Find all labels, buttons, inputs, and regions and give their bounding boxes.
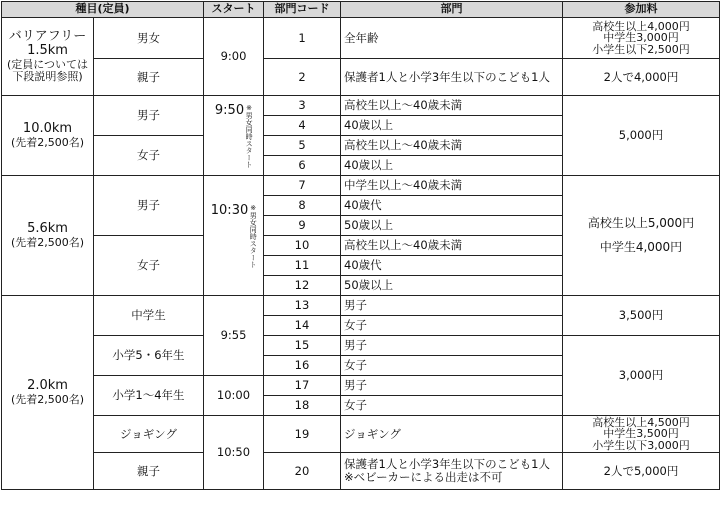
start-cell [204, 176, 264, 296]
course-distance: 10.0km [22, 121, 73, 137]
category-cell: 小学1〜4年生 [94, 376, 204, 416]
division-cell: 40歳以上 [341, 156, 563, 176]
start-time: 10:00 [204, 376, 264, 416]
start-time: 9:50 [214, 102, 245, 118]
division-cell: 男子 [341, 336, 563, 356]
division-cell: 40歳以上 [341, 116, 563, 136]
header-fee: 参加料 [563, 2, 720, 18]
division-cell: ジョギング [341, 416, 563, 453]
course-capacity: (先着2,500名) [10, 235, 85, 249]
fee-line: 中学生3,000円 [603, 31, 679, 45]
fee-cell: 5,000円 [563, 96, 720, 176]
fee-line: 小学生以下2,500円 [592, 42, 690, 56]
category-cell: 親子 [94, 453, 204, 490]
division-cell: 女子 [341, 316, 563, 336]
course-barrier-free [2, 18, 94, 96]
table-row [2, 176, 720, 196]
fee-line: 中学生3,500円 [603, 427, 679, 441]
table-row [2, 296, 720, 316]
fee-line: 小学生以下3,000円 [592, 438, 690, 452]
code-cell: 9 [264, 216, 341, 236]
course-distance: 5.6km [27, 221, 68, 237]
table-row [2, 453, 720, 490]
code-cell: 4 [264, 116, 341, 136]
category-cell: 親子 [94, 59, 204, 96]
code-cell: 20 [264, 453, 341, 490]
category-cell: 男子 [94, 96, 204, 136]
course-2km [2, 296, 94, 490]
code-cell: 16 [264, 356, 341, 376]
division-cell: 50歳以上 [341, 276, 563, 296]
simultaneous-note: ※男女同時スタート [249, 203, 258, 268]
course-distance: 1.5km [27, 43, 68, 59]
code-cell: 10 [264, 236, 341, 256]
table-row [2, 416, 720, 453]
code-cell: 3 [264, 96, 341, 116]
start-time: 9:00 [204, 18, 264, 96]
start-time: 10:50 [204, 416, 264, 490]
header-start: スタート [204, 2, 264, 18]
course-10km [2, 96, 94, 176]
code-cell: 17 [264, 376, 341, 396]
code-cell: 11 [264, 256, 341, 276]
code-cell: 5 [264, 136, 341, 156]
header-code: 部門コード [264, 2, 341, 18]
course-distance: 2.0km [27, 378, 68, 394]
fee-cell: 3,500円 [563, 296, 720, 336]
category-cell: 女子 [94, 136, 204, 176]
simultaneous-note: ※男女同時スタート [245, 103, 254, 168]
fee-line: 高校生以上4,500円 [592, 415, 690, 429]
division-cell: 中学生以上〜40歳未満 [341, 176, 563, 196]
division-line: 保護者1人と小学3年生以下のこども1人 [344, 457, 550, 472]
division-cell: 40歳代 [341, 256, 563, 276]
course-capacity: (先着2,500名) [10, 392, 85, 406]
table-row [2, 18, 720, 59]
fee-cell [563, 176, 720, 296]
start-cell [204, 96, 264, 176]
division-cell: 女子 [341, 396, 563, 416]
table-row [2, 96, 720, 116]
code-cell: 8 [264, 196, 341, 216]
fee-cell [563, 416, 720, 453]
division-cell [341, 453, 563, 490]
code-cell: 2 [264, 59, 341, 96]
table-row [2, 336, 720, 356]
code-cell: 7 [264, 176, 341, 196]
header-course: 種目(定員) [2, 2, 204, 18]
category-cell: 男子 [94, 176, 204, 236]
fee-cell [563, 18, 720, 59]
division-note: ※ベビーカーによる出走は不可 [344, 470, 503, 484]
code-cell: 1 [264, 18, 341, 59]
fee-cell: 2人で4,000円 [563, 59, 720, 96]
header-division: 部門 [341, 2, 563, 18]
division-cell: 男子 [341, 376, 563, 396]
course-capacity: (先着2,500名) [10, 135, 85, 149]
division-cell: 40歳代 [341, 196, 563, 216]
category-cell: 女子 [94, 236, 204, 296]
code-cell: 6 [264, 156, 341, 176]
fee-line: 中学生4,000円 [599, 239, 683, 254]
code-cell: 19 [264, 416, 341, 453]
code-cell: 14 [264, 316, 341, 336]
division-cell: 50歳以上 [341, 216, 563, 236]
start-time: 10:30 [210, 202, 249, 218]
fee-cell: 3,000円 [563, 336, 720, 416]
division-cell: 女子 [341, 356, 563, 376]
division-cell: 高校生以上〜40歳未満 [341, 96, 563, 116]
category-cell: 中学生 [94, 296, 204, 336]
race-entry-table [1, 1, 720, 490]
division-cell: 全年齢 [341, 18, 563, 59]
course-5-6km [2, 176, 94, 296]
course-name: バリアフリー [8, 28, 87, 44]
division-cell: 保護者1人と小学3年生以下のこども1人 [341, 59, 563, 96]
table-row [2, 59, 720, 96]
course-note: 下段説明参照) [12, 70, 83, 84]
code-cell: 13 [264, 296, 341, 316]
code-cell: 12 [264, 276, 341, 296]
division-cell: 高校生以上〜40歳未満 [341, 236, 563, 256]
fee-cell: 2人で5,000円 [563, 453, 720, 490]
division-cell: 高校生以上〜40歳未満 [341, 136, 563, 156]
category-cell: 男女 [94, 18, 204, 59]
code-cell: 18 [264, 396, 341, 416]
category-cell: ジョギング [94, 416, 204, 453]
code-cell: 15 [264, 336, 341, 356]
course-note: (定員については [6, 57, 89, 71]
fee-line: 高校生以上5,000円 [587, 216, 695, 231]
table-header-row [2, 2, 720, 18]
start-time: 9:55 [204, 296, 264, 376]
category-cell: 小学5・6年生 [94, 336, 204, 376]
fee-line: 高校生以上4,000円 [592, 19, 690, 33]
division-cell: 男子 [341, 296, 563, 316]
